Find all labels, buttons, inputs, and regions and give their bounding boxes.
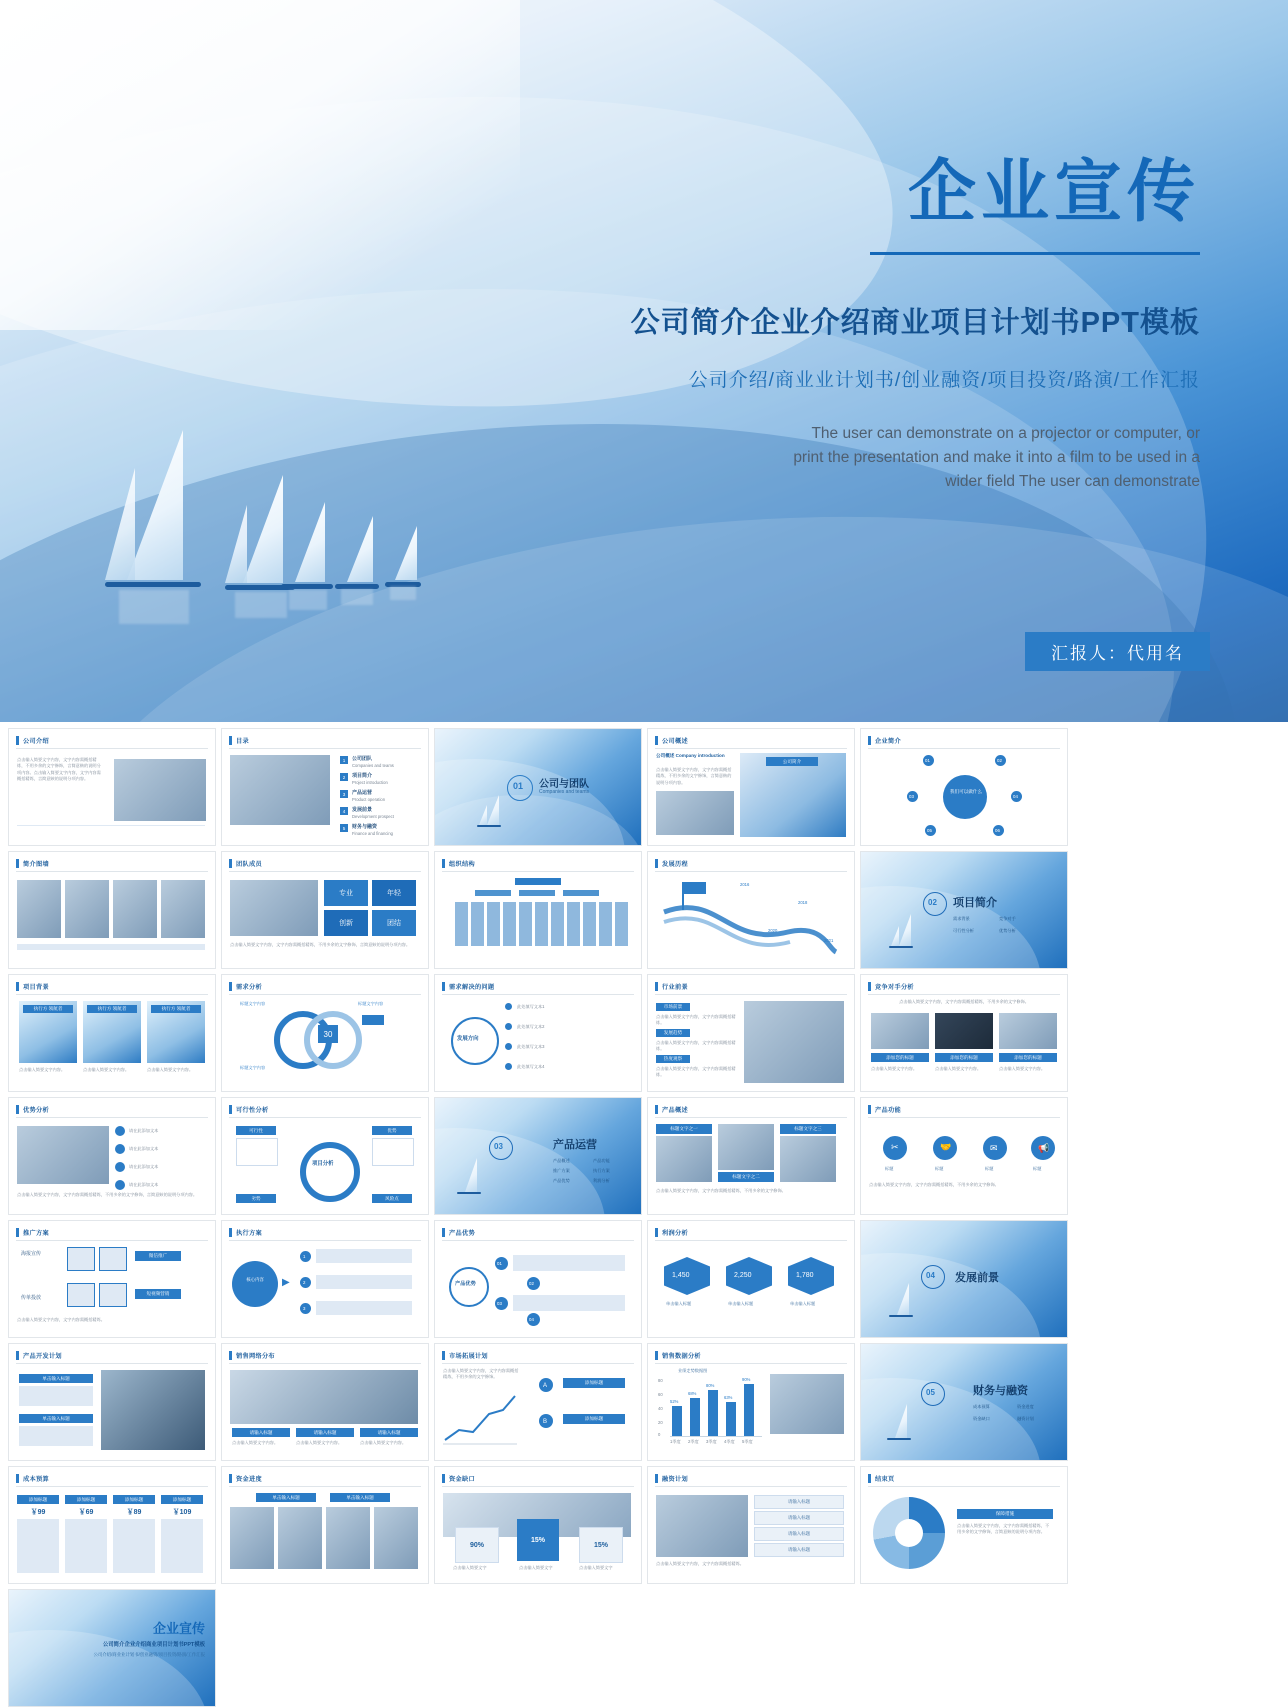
slide-title: 执行方案 — [236, 1230, 262, 1237]
photo — [780, 1136, 836, 1182]
tab[interactable]: 添加您的标题 — [999, 1053, 1057, 1062]
accent-bar — [16, 736, 19, 745]
toc-number: 3 — [340, 790, 348, 798]
bar — [744, 1384, 754, 1436]
hero-light-corner — [0, 0, 520, 330]
blue-background — [861, 1344, 1067, 1460]
label: 添加标题 — [563, 1378, 625, 1388]
price: ￥99 — [30, 1509, 46, 1516]
percent-value: 15% — [530, 1536, 545, 1544]
bar-label: 90% — [742, 1377, 751, 1382]
section-chip: 执行方案 — [593, 1168, 610, 1173]
price: ￥69 — [78, 1509, 94, 1516]
label: 请输入标题 — [296, 1428, 354, 1437]
slide-thumbnail[interactable] — [860, 1220, 1068, 1338]
lead-text: 公司概述 Company introduction — [656, 753, 725, 758]
blue-background — [861, 852, 1067, 968]
node: B — [543, 1419, 548, 1425]
item-label: 市场前景 — [656, 1003, 690, 1011]
slide-title: 需求解决的问题 — [449, 984, 495, 991]
label: 请输入标题 — [360, 1428, 418, 1437]
slide-thumbnail[interactable] — [434, 851, 642, 969]
item-label: 短视频营销 — [135, 1289, 181, 1299]
item-label: 标题 — [985, 1166, 994, 1171]
bullet: 请在此添加文本 — [129, 1128, 159, 1133]
slide-thumbnail[interactable] — [860, 851, 1068, 969]
bullet: 请在此添加文本 — [129, 1146, 159, 1151]
slide-thumbnail[interactable] — [434, 1097, 642, 1215]
photo — [113, 880, 157, 938]
slide-title: 项目背景 — [23, 984, 49, 991]
presenter-badge: 汇报人：代用名 — [1025, 632, 1210, 671]
slide-title: 简介图墙 — [23, 861, 49, 868]
slide-thumbnail[interactable] — [8, 1589, 216, 1707]
percent-card — [455, 1527, 499, 1563]
slide-thumbnail[interactable] — [647, 851, 855, 969]
label: 单击输入标题 — [728, 1301, 754, 1306]
slide-title: 销售网络分布 — [236, 1353, 275, 1360]
slide-thumbnail[interactable]: 产品功能 ✂ 标题 🤝 标题 ✉ 标题 📢 标题 点击输入简要文字内容，文字内容需概括精炼，不用多余的文字修饰。 — [860, 1097, 1068, 1215]
slide-title: 销售数据分析 — [662, 1353, 701, 1360]
hero-tagline: 公司介绍/商业业计划书/创业融资/项目投资/路演/工作汇报 — [688, 370, 1200, 391]
photo — [656, 791, 734, 835]
toc-label: 财务与融资 — [352, 824, 378, 830]
mail-icon: ✉ — [990, 1143, 998, 1153]
end-subtitle: 公司简介企业介绍商业项目计划书PPT模板 — [102, 1642, 205, 1648]
blue-background — [9, 1590, 215, 1706]
year-label: 2021 — [824, 938, 834, 943]
slide-thumbnail[interactable] — [860, 728, 1068, 846]
node-number: 05 — [927, 828, 932, 833]
org-node — [563, 890, 599, 896]
x-tick: 3季度 — [706, 1439, 717, 1444]
slide-thumbnail[interactable] — [221, 1466, 429, 1584]
slide-thumbnail[interactable] — [647, 728, 855, 846]
node-number: 06 — [995, 828, 1000, 833]
slide-title: 公司概述 — [662, 738, 688, 745]
value-badge: 30 — [318, 1025, 338, 1043]
end-note: 公司介绍/商业业计划书/创业融资/项目投资/路演/工作汇报 — [93, 1652, 205, 1657]
org-leaf — [503, 902, 516, 946]
tab[interactable]: 添加您的标题 — [871, 1053, 929, 1062]
card-title: 执行方 领航者 — [23, 1005, 73, 1013]
slide-title: 组织结构 — [449, 861, 475, 868]
percent-value: 90% — [469, 1541, 484, 1549]
slide-body: 点击输入简要文字内容，文字内容需概括精炼，不用多余的文字修饰，言简意赅的说明分项内容。点击输入简要文字内容，文字内容需概括精炼，言简意赅的说明分项内容。 — [17, 757, 101, 781]
card-title: 标题文字之一 — [656, 1124, 712, 1134]
value: 2,250 — [734, 1272, 752, 1279]
section-chip: 产品功能 — [593, 1158, 610, 1163]
num: 01 — [497, 1261, 502, 1266]
bar — [672, 1406, 682, 1436]
center-label: 项目分析 — [312, 1161, 334, 1167]
slide-title: 融资计划 — [662, 1476, 688, 1483]
section-chip: 资金缺口 — [973, 1416, 990, 1421]
sailboat-illustration — [95, 430, 515, 650]
label: 标题文字内容 — [240, 1065, 266, 1070]
org-leaf — [487, 902, 500, 946]
slide-title: 需求分析 — [236, 984, 262, 991]
label: 单击输入标题 — [19, 1374, 93, 1383]
section-number: 04 — [926, 1271, 935, 1280]
section-chip: 可行性分析 — [953, 928, 974, 933]
section-title: 公司与团队 — [539, 779, 589, 790]
label: 请输入标题 — [232, 1428, 290, 1437]
toc-number: 4 — [340, 807, 348, 815]
section-subtitle: Companies and teams — [539, 789, 590, 795]
node: A — [543, 1383, 548, 1389]
price: ￥89 — [126, 1509, 142, 1516]
slide-thumbnail-grid — [8, 728, 1280, 1707]
step-number: 3 — [303, 1306, 306, 1311]
slide-title: 产品开发计划 — [23, 1353, 62, 1360]
bar — [726, 1402, 736, 1436]
slide-thumbnail[interactable]: 推广方案 海报宣传 微信推广 传单投放 短视频营销 点击输入简要文字内容，文字内容需概括精炼。 — [8, 1220, 216, 1338]
slide-title: 产品概述 — [662, 1107, 688, 1114]
roadmap-curve — [658, 892, 844, 962]
title-slide — [0, 0, 1288, 722]
section-number: 02 — [928, 898, 937, 907]
y-tick: 0 — [658, 1432, 661, 1437]
section-chip: 利润分析 — [593, 1178, 610, 1183]
photo — [230, 755, 330, 825]
page-title: 企业宣传 — [907, 154, 1200, 230]
column-header: 添加标题 — [113, 1495, 155, 1504]
slide-title: 利润分析 — [662, 1230, 688, 1237]
slide-thumbnail[interactable] — [8, 728, 216, 846]
section-chip: 成本预算 — [973, 1404, 990, 1409]
slide-thumbnail[interactable] — [8, 1343, 216, 1461]
blue-background — [435, 729, 641, 845]
slide-thumbnail[interactable] — [221, 851, 429, 969]
photo — [999, 1013, 1057, 1049]
slide-thumbnail[interactable]: 销售网络分布 请输入标题 请输入标题 请输入标题 点击输入简要文字内容。 点击输入简要文字内容。 点击输入简要文字内容。 — [221, 1343, 429, 1461]
slide-title: 市场拓展计划 — [449, 1353, 488, 1360]
slide-thumbnail[interactable]: 市场拓展计划 点击输入简要文字内容，文字内容需概括精炼，不用多余的文字修饰。 A 添加标题 B 添加标题 — [434, 1343, 642, 1461]
label: 单击输入标题 — [256, 1493, 316, 1502]
section-chip: 资金进度 — [1017, 1404, 1034, 1409]
slide-thumbnail[interactable] — [434, 1220, 642, 1338]
photo — [230, 1507, 274, 1569]
slide-body: 点击输入简要文字内容，文字内容需概括精炼，不用多余的文字修饰，言简意赅的说明分项内容。 — [656, 767, 732, 785]
org-leaf — [551, 902, 564, 946]
slide-thumbnail[interactable] — [221, 1097, 429, 1215]
toc-sub: Development prospect — [352, 814, 394, 819]
hero-subtitle: 公司简介企业介绍商业项目计划书PPT模板 — [630, 307, 1200, 339]
photo — [230, 1370, 418, 1424]
org-leaf — [583, 902, 596, 946]
section-chip: 产品概述 — [553, 1158, 570, 1163]
center-label: 核心内容 — [246, 1277, 264, 1282]
year-label: 2018 — [798, 900, 808, 905]
slide-title: 可行性分析 — [236, 1107, 269, 1114]
section-chip: 推广方案 — [553, 1168, 570, 1173]
org-leaf — [471, 902, 484, 946]
slide-title: 产品优势 — [449, 1230, 475, 1237]
item-label: 发展趋势 — [656, 1029, 690, 1037]
slide-title: 资金缺口 — [449, 1476, 475, 1483]
photo — [278, 1507, 322, 1569]
row: 请输入标题 — [754, 1527, 844, 1541]
slide-title: 公司介绍 — [23, 738, 49, 745]
tab[interactable]: 添加您的标题 — [935, 1053, 993, 1062]
y-tick: 60 — [658, 1392, 663, 1397]
slide-thumbnail[interactable] — [221, 728, 429, 846]
slide-thumbnail[interactable] — [221, 974, 429, 1092]
slide-title: 推广方案 — [23, 1230, 49, 1237]
section-chip: 优势分析 — [999, 928, 1016, 933]
section-title: 项目简介 — [953, 897, 997, 909]
x-tick: 5季度 — [742, 1439, 753, 1444]
step-number: 1 — [303, 1254, 306, 1259]
photo — [101, 1370, 205, 1450]
value: 1,450 — [672, 1272, 690, 1279]
keyword-chip: 年轻 — [372, 880, 416, 906]
photo — [656, 1136, 712, 1182]
section-title: 产品运营 — [553, 1139, 597, 1151]
org-root — [515, 878, 561, 885]
photo — [374, 1507, 418, 1569]
hero-english-text: The user can demonstrate on a projector or computer, or print the presentation and make it into a film to be used in a wider field The user can demonstrate — [793, 425, 1200, 491]
label: 添加标题 — [563, 1414, 625, 1424]
section-chip: 产品优势 — [553, 1178, 570, 1183]
slide-title: 发展历程 — [662, 861, 688, 868]
toc-number: 2 — [340, 773, 348, 781]
label: 标题文字内容 — [240, 1001, 266, 1006]
tools-icon: ✂ — [891, 1142, 899, 1152]
slide-thumbnail[interactable] — [8, 851, 216, 969]
center-label: 保障措施 — [957, 1509, 1053, 1519]
slide-thumbnail[interactable] — [434, 974, 642, 1092]
x-tick: 2季度 — [688, 1439, 699, 1444]
percent-value: 15% — [593, 1541, 608, 1549]
org-leaf — [567, 902, 580, 946]
line-chart — [441, 1388, 521, 1448]
card-title: 执行方 领航者 — [151, 1005, 201, 1013]
row: 请输入标题 — [754, 1511, 844, 1525]
step-number: 2 — [303, 1280, 306, 1285]
y-tick: 80 — [658, 1378, 663, 1383]
bullet: 请在此添加文本 — [129, 1182, 159, 1187]
chart-title: 业绩走势数据图 — [678, 1368, 708, 1373]
item-label: 热度观察 — [656, 1055, 690, 1063]
num: 02 — [529, 1281, 534, 1286]
toc-number: 1 — [340, 756, 348, 764]
item-label: 标题 — [1033, 1166, 1042, 1171]
toc-label: 公司团队 — [352, 756, 373, 762]
column-header: 添加标题 — [65, 1495, 107, 1504]
slide-thumbnail[interactable]: 产品概述 标题文字之一 标题文字之二 标题文字之三 点击输入简要文字内容，文字内容需概括精炼，不用多余的文字修饰。 — [647, 1097, 855, 1215]
corner-label: 可行性 — [236, 1126, 276, 1135]
section-chip: 融资计划 — [1017, 1416, 1034, 1421]
label: 单击输入标题 — [19, 1414, 93, 1423]
y-tick: 20 — [658, 1420, 663, 1425]
item: 此处填写文本3 — [517, 1044, 545, 1049]
node-number: 04 — [1013, 794, 1018, 799]
org-leaf — [519, 902, 532, 946]
item: 此处填写文本4 — [517, 1064, 545, 1069]
org-leaf — [535, 902, 548, 946]
slide-thumbnail[interactable]: 竞争对手分析 点击输入简要文字内容，文字内容需概括精炼，不用多余的文字修饰。 添加您的标题 添加您的标题 添加您的标题 点击输入简要文字内容。 点击输入简要文字内容。 点击输入简要文字内容。 — [860, 974, 1068, 1092]
corner-label: 优势 — [372, 1126, 412, 1135]
slide-thumbnail[interactable] — [8, 1466, 216, 1584]
card-title: 执行方 领航者 — [87, 1005, 137, 1013]
label: 单击输入标题 — [790, 1301, 816, 1306]
slide-title: 企业简介 — [875, 738, 901, 745]
slide-thumbnail[interactable]: 行业前景 市场前景 点击输入简要文字内容，文字内容需概括精炼。 发展趋势 点击输入简要文字内容，文字内容需概括精炼。 热度观察 点击输入简要文字内容，文字内容需概括精炼。 — [647, 974, 855, 1092]
toc-label: 项目简介 — [352, 773, 373, 779]
slide-title: 资金进度 — [236, 1476, 262, 1483]
num: 04 — [529, 1317, 534, 1322]
row: 请输入标题 — [754, 1495, 844, 1509]
slide-title: 目录 — [236, 738, 249, 745]
slide-thumbnail[interactable]: 资金缺口 90% 15% 15% 点击输入简要文字 点击输入简要文字 点击输入简要文字 — [434, 1466, 642, 1584]
row: 请输入标题 — [754, 1543, 844, 1557]
photo — [114, 759, 206, 821]
item: 此处填写文本2 — [517, 1024, 545, 1029]
org-leaf — [615, 902, 628, 946]
org-node — [519, 890, 555, 896]
bar-label: 63% — [724, 1395, 733, 1400]
megaphone-icon: 📢 — [1038, 1143, 1050, 1153]
node-number: 01 — [925, 758, 930, 763]
corner-label: 劣势 — [236, 1194, 276, 1203]
toc-number: 5 — [340, 824, 348, 832]
photo — [718, 1124, 774, 1170]
toc-sub: Product operation — [352, 797, 386, 802]
y-tick: 40 — [658, 1406, 663, 1411]
photo — [326, 1507, 370, 1569]
label: 单击输入标题 — [330, 1493, 390, 1502]
slide-thumbnail[interactable]: 项目背景 执行方 领航者 执行方 领航者 执行方 领航者 点击输入简要文字内容。 点击输入简要文字内容。 点击输入简要文字内容。 — [8, 974, 216, 1092]
node-number: 02 — [997, 758, 1002, 763]
photo — [65, 880, 109, 938]
slide-thumbnail[interactable] — [860, 1343, 1068, 1461]
item-label: 海报宣传 — [21, 1251, 42, 1257]
org-leaf — [599, 902, 612, 946]
toc-label: 发展前景 — [352, 807, 373, 813]
card-title: 标题文字之二 — [718, 1172, 774, 1182]
keyword-chip: 创新 — [324, 910, 368, 936]
slide-title: 优势分析 — [23, 1107, 49, 1114]
slide-thumbnail[interactable]: 融资计划 请输入标题 请输入标题 请输入标题 请输入标题 点击输入简要文字内容，文字内容需概括精炼。 — [647, 1466, 855, 1584]
card-title: 标题文字之三 — [780, 1124, 836, 1134]
percent-card — [517, 1519, 559, 1561]
section-chip: 需求背景 — [953, 916, 970, 921]
title-underline — [870, 252, 1200, 255]
photo — [744, 1001, 844, 1083]
slide-thumbnail[interactable] — [647, 1343, 855, 1461]
toc-sub: Companies and teams — [352, 763, 394, 768]
slide-title: 产品功能 — [875, 1107, 901, 1114]
item-label: 传单投放 — [21, 1295, 42, 1301]
slide-thumbnail[interactable] — [434, 728, 642, 846]
photo — [871, 1013, 929, 1049]
center-label: 产品优势 — [455, 1281, 476, 1287]
photo — [656, 1495, 748, 1557]
slide-title: 竞争对手分析 — [875, 984, 914, 991]
section-number: 01 — [513, 781, 524, 791]
label: 标题文字内容 — [358, 1001, 384, 1006]
column-header: 添加标题 — [17, 1495, 59, 1504]
org-leaf — [455, 902, 468, 946]
column-header: 添加标题 — [161, 1495, 203, 1504]
keyword-chip: 专业 — [324, 880, 368, 906]
toc-sub: Finance and financing — [352, 831, 393, 836]
bar — [708, 1390, 718, 1436]
arrow-icon: ▶ — [282, 1277, 290, 1288]
photo — [17, 1126, 109, 1184]
photo — [935, 1013, 993, 1049]
center-label: 我们可以做什么 — [949, 789, 983, 794]
center-label: 发展方向 — [457, 1036, 479, 1042]
label: 单击输入标题 — [666, 1301, 692, 1306]
value: 1,780 — [796, 1272, 814, 1279]
section-title: 财务与融资 — [973, 1385, 1028, 1397]
photo — [230, 880, 318, 936]
section-chip: 竞争对手 — [999, 916, 1016, 921]
slide-thumbnail[interactable] — [221, 1220, 429, 1338]
bar-label: 80% — [706, 1383, 715, 1388]
year-label: 2020 — [768, 928, 778, 933]
photo — [17, 880, 61, 938]
node-number: 03 — [909, 794, 914, 799]
slide-title: 结束页 — [875, 1476, 895, 1483]
slide-title: 团队成员 — [236, 861, 262, 868]
price: ￥109 — [172, 1509, 192, 1516]
x-tick: 1季度 — [670, 1439, 681, 1444]
toc-sub: Project introduction — [352, 780, 388, 785]
section-title: 发展前景 — [955, 1272, 999, 1284]
percent-card — [579, 1527, 623, 1563]
item-label: 微信推广 — [135, 1251, 181, 1261]
photo — [770, 1374, 844, 1434]
item-label: 标题 — [885, 1166, 894, 1171]
section-number: 03 — [494, 1142, 503, 1151]
bar-label: 68% — [688, 1391, 697, 1396]
slide-title: 行业前景 — [662, 984, 688, 991]
photo — [161, 880, 205, 938]
corner-label: 风险点 — [372, 1194, 412, 1203]
bar — [690, 1398, 700, 1436]
year-label: 2016 — [740, 882, 750, 887]
keyword-chip: 团结 — [372, 910, 416, 936]
toc-label: 产品运营 — [352, 790, 373, 796]
slide-thumbnail[interactable]: 优势分析 请在此添加文本 请在此添加文本 请在此添加文本 请在此添加文本 点击输入简要文字内容，文字内容需概括精炼，不用多余的文字修饰，言简意赅的说明分项内容。 — [8, 1097, 216, 1215]
panel-tag: 公司简介 — [766, 757, 818, 766]
item-label: 标题 — [935, 1166, 944, 1171]
blue-background — [435, 1098, 641, 1214]
end-title: 企业宣传 — [152, 1621, 205, 1636]
slide-thumbnail[interactable]: 结束页 保障措施 点击输入简要文字内容，文字内容需概括精炼，不用多余的文字修饰，言简意赅的说明分项内容。 — [860, 1466, 1068, 1584]
bar-label: 52% — [670, 1399, 679, 1404]
org-node — [475, 890, 511, 896]
num: 03 — [497, 1301, 502, 1306]
slide-title: 成本预算 — [23, 1476, 49, 1483]
footnote: 点击输入简要文字内容，文字内容需概括精炼，不用多余的文字修饰，言简意赅的说明分项内容。 — [230, 942, 411, 947]
item: 此处填写文本1 — [517, 1004, 545, 1009]
handshake-icon: 🤝 — [940, 1142, 952, 1152]
section-number: 05 — [926, 1388, 935, 1397]
bullet: 请在此添加文本 — [129, 1164, 159, 1169]
x-tick: 4季度 — [724, 1439, 735, 1444]
slide-thumbnail[interactable] — [647, 1220, 855, 1338]
